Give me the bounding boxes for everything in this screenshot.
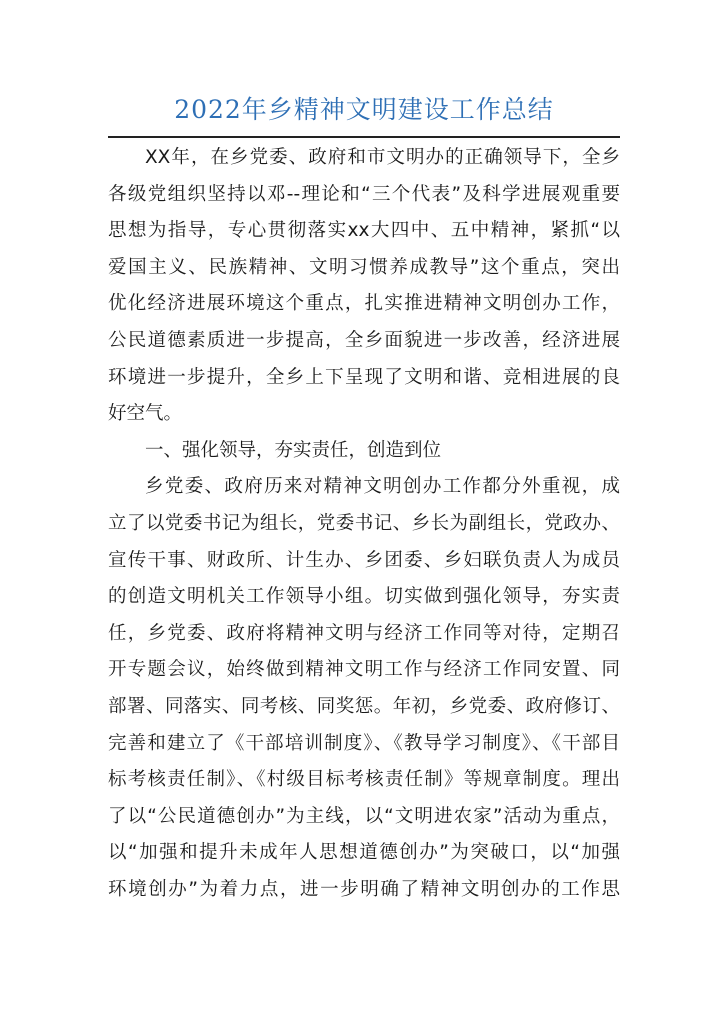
document-body [108, 140, 620, 908]
text-line: 立了以党委书记为组长，党委书记、乡长为副组长，党政办、 [108, 512, 620, 534]
section-heading-text: 一、强化领导，夯实责任，创造到位 [145, 439, 442, 461]
text-line: XX年，在乡党委、政府和市文明办的正确领导下，全乡 [145, 147, 620, 168]
text-line: 优化经济进展环境这个重点，扎实推进精神文明创办工作， [108, 293, 620, 315]
text-line: 各级党组织坚持以邓--理论和“三个代表”及科学进展观重要 [108, 183, 620, 205]
text-line: 完善和建立了《干部培训制度》、《教导学习制度》、《干部目 [108, 732, 620, 754]
text-line: 环境创办”为着力点，进一步明确了精神文明创办的工作思 [108, 878, 620, 900]
text-line: 的创造文明机关工作领导小组。切实做到强化领导，夯实责 [108, 586, 620, 608]
text-line: 爱国主义、民族精神、文明习惯养成教导”这个重点，突出 [108, 256, 620, 278]
section-heading [108, 433, 620, 470]
text-line: 环境进一步提升，全乡上下呈现了文明和谐、竞相进展的良 [108, 366, 620, 388]
title-divider [108, 136, 620, 138]
text-line: 思想为指导，专心贯彻落实xx大四中、五中精神，紧抓“以 [108, 220, 620, 242]
document-title: 2022年乡精神文明建设工作总结 [174, 95, 554, 124]
text-line: 部署、同落实、同考核、同奖惩。年初，乡党委、政府修订、 [108, 695, 620, 717]
paragraph-intro [108, 140, 620, 433]
text-line: 任，乡党委、政府将精神文明与经济工作同等对待，定期召 [108, 622, 620, 644]
text-line: 公民道德素质进一步提高，全乡面貌进一步改善，经济进展 [108, 329, 620, 351]
paragraph-section-1 [108, 469, 620, 908]
text-line: 开专题会议，始终做到精神文明工作与经济工作同安置、同 [108, 659, 620, 681]
text-line: 了以“公民道德创办”为主线，以“文明进农家”活动为重点， [108, 805, 620, 827]
text-line: 以“加强和提升未成年人思想道德创办”为突破口，以“加强 [108, 842, 620, 864]
text-line: 宣传干事、财政所、计生办、乡团委、乡妇联负责人为成员 [108, 549, 620, 571]
text-line: 好空气。 [108, 403, 183, 425]
text-line: 标考核责任制》、《村级目标考核责任制》等规章制度。理出 [108, 769, 620, 791]
text-line: 乡党委、政府历来对精神文明创办工作都分外重视，成 [145, 476, 620, 498]
